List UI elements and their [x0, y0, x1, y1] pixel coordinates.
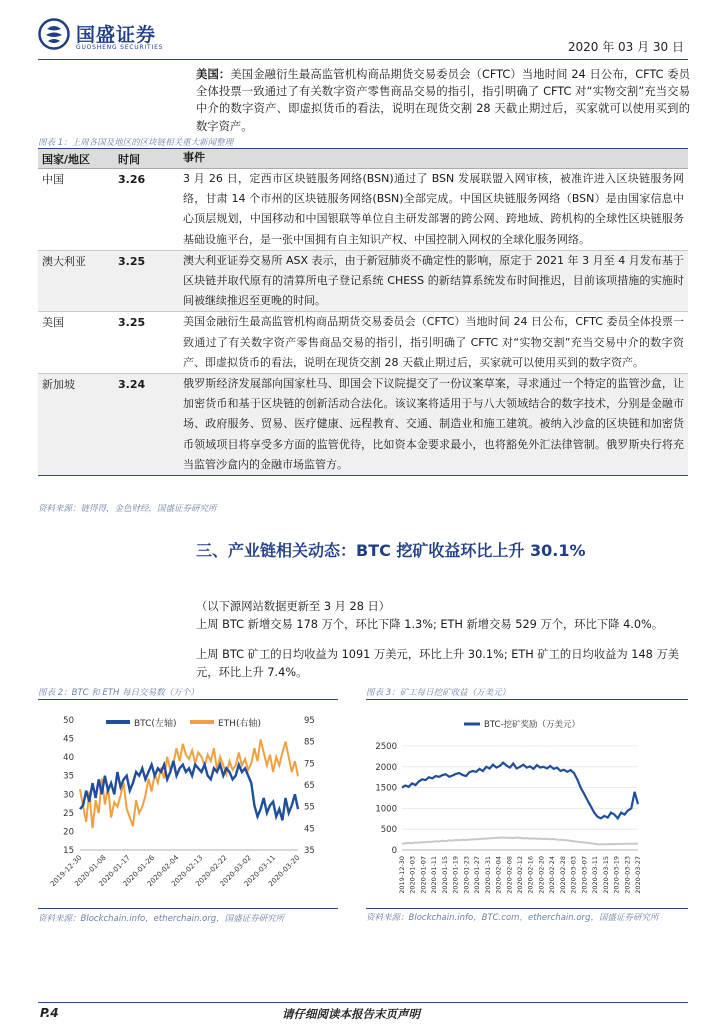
y-tick-label: 1500 — [375, 783, 397, 794]
x-tick-label: 2020-03-27 — [634, 856, 642, 894]
x-tick-label: 2020-03-03 — [569, 856, 578, 894]
row-time: 3.25 — [118, 316, 146, 330]
fig2-caption: 图表 2：BTC 和 ETH 每日交易数（万个） — [38, 686, 338, 700]
x-tick-label: 2020-02-12 — [516, 856, 524, 894]
y-left-tick-label: 25 — [63, 808, 74, 819]
header-country: 国家/地区 — [42, 152, 91, 166]
x-tick-label: 2020-03-11 — [591, 856, 600, 894]
table-row — [38, 251, 688, 313]
section-title: 三、产业链相关动态：BTC 挖矿收益环比上升 30.1% — [196, 541, 586, 560]
logo-text-en: GUOSHENG SECURITIES — [76, 44, 164, 51]
table-row — [38, 312, 688, 374]
y-tick-label: 500 — [380, 825, 397, 836]
y-left-tick-label: 50 — [63, 716, 74, 726]
table-row — [38, 374, 688, 475]
row-time: 3.26 — [118, 173, 146, 186]
x-tick-label: 2020-01-15 — [440, 856, 449, 894]
y-left-tick-label: 20 — [63, 827, 74, 838]
x-tick-label: 2020-01-11 — [430, 856, 439, 894]
table-source: 资料来源：链得得，金色财经，国盛证券研究所 — [38, 504, 217, 514]
x-tick-label: 2020-01-26 — [121, 853, 157, 889]
y-right-tick-label: 35 — [304, 846, 315, 856]
chart-btc-eth-transactions — [38, 702, 338, 906]
row-country: 美国 — [42, 316, 64, 330]
x-tick-label: 2020-02-08 — [505, 856, 514, 894]
y-right-tick-label: 95 — [304, 716, 315, 726]
legend-label-btc: BTC(左轴) — [134, 719, 177, 729]
x-tick-label: 2020-01-27 — [473, 856, 482, 894]
legend-label-eth: ETH(右轴) — [218, 719, 261, 729]
row-event: 俄罗斯经济发展部向国家杜马、即国会下议院提交了一份议案草案，寻求通过一个特定的监管沙盒，让加密货币和基于区块链的创新活动合法化。该议案将适用于与八大领域结合的数字技术，分别是金融市场、政府服务、贸易、医疗健康、远程教育、交通、制造业和施工建筑。被纳入沙盒的区块链和加密货币领域项目将享受多方面的监管优待，比如资本金要求最小，也将豁免外汇法律管制。俄罗斯央行将充当监管沙盒内的金融市场监管方。 — [183, 377, 684, 471]
x-tick-label: 2020-03-07 — [580, 856, 589, 894]
row-event: 美国金融衍生最高监管机构商品期货交易委员会（CFTC）当地时间 24 日公布，CFTC 委员全体投票一致通过了有关数字资产零售商品交易的指引，指引明确了 CFTC 对“实物交割”充当交易中介的数字资产、即虚拟货币的看法，说明在现货交割 28 天截止期过后，买家就可以使用买到的数字资产。 — [183, 315, 684, 369]
y-right-tick-label: 55 — [304, 802, 315, 813]
x-tick-label: 2020-01-07 — [419, 856, 428, 894]
x-tick-label: 2020-01-08 — [73, 853, 108, 889]
series-line-btc-reward — [402, 763, 638, 819]
table-header-row — [38, 149, 688, 169]
y-tick-label: 2500 — [375, 742, 397, 752]
y-tick-label: 2000 — [375, 762, 397, 773]
x-tick-label: 2020-03-15 — [601, 856, 610, 894]
x-tick-label: 2020-01-19 — [451, 856, 460, 894]
x-tick-label: 2020-02-22 — [194, 853, 229, 889]
x-tick-label: 2020-02-16 — [526, 856, 535, 894]
x-tick-label: 2020-02-20 — [537, 856, 546, 894]
row-country: 新加坡 — [42, 378, 75, 392]
table-row — [38, 169, 688, 251]
x-tick-label: 2020-03-19 — [612, 856, 621, 894]
x-tick-label: 2020-03-20 — [266, 853, 302, 889]
x-tick-label: 2020-03-23 — [623, 856, 632, 894]
intro-paragraph — [196, 66, 690, 135]
x-tick-label: 2020-03-11 — [242, 853, 278, 889]
y-right-tick-label: 45 — [304, 824, 315, 835]
x-tick-label: 2020-01-23 — [462, 856, 471, 894]
row-time: 3.24 — [118, 378, 146, 392]
row-time: 3.25 — [118, 254, 146, 268]
y-right-tick-label: 85 — [304, 737, 315, 748]
data-note: （以下源网站数据更新至 3 月 28 日） — [196, 600, 391, 613]
x-tick-label: 2020-02-04 — [145, 853, 181, 889]
row-country: 澳大利亚 — [42, 254, 86, 268]
x-tick-label: 2020-02-13 — [170, 853, 205, 889]
y-left-tick-label: 15 — [63, 846, 74, 856]
table-caption: 图表 1：上周各国及地区的区块链相关重大新闻整理 — [38, 138, 234, 148]
chart-mining-revenue — [366, 702, 688, 906]
y-left-tick-label: 45 — [63, 734, 74, 745]
company-logo — [38, 18, 238, 52]
fig3-source: 资料来源：Blockchain.info，BTC.com，etherchain.org，国盛证券研究所 — [366, 913, 659, 923]
legend-label-btc: BTC-挖矿奖励（万美元） — [484, 720, 581, 730]
y-left-tick-label: 35 — [63, 771, 74, 782]
y-right-tick-label: 65 — [304, 781, 315, 791]
header-event: 事件 — [183, 151, 205, 165]
header-time: 时间 — [118, 152, 140, 166]
logo-icon — [38, 18, 70, 50]
x-tick-label: 2020-02-28 — [558, 856, 567, 894]
logo-text-cn: 国盛证券 — [76, 24, 157, 46]
page-number: P.4 — [40, 1006, 59, 1020]
series-line-eth — [80, 740, 298, 829]
row-event: 3 月 26 日，定西市区块链服务网络(BSN)通过了 BSN 发展联盟入网审核，被准许进入区块链服务网络，甘肃 14 个市州的区块链服务网络(BSN)全部完成。中国区块链服务网络（BSN）是由国家信息中心顶层规划，中国移动和中国银联等单位自主研发部署的跨公网、跨地域、跨机构的全球性区块链服务基础设施平台，是一张中国拥有自主知识产权、中国控制入网权的全球化服务网络。 — [183, 172, 684, 246]
y-right-tick-label: 75 — [304, 759, 315, 770]
intro-lead: 美国： — [196, 68, 231, 81]
paragraph-mining-revenue: 上周 BTC 矿工的日均收益为 1091 万美元，环比上升 30.1%; ETH 矿工的日均收益为 148 万美元，环比上升 7.4%。 — [196, 648, 680, 679]
x-tick-label: 2019-12-30 — [398, 856, 406, 894]
x-tick-label: 2020-01-17 — [97, 853, 132, 889]
intro-text: 美国金融衍生最高监管机构商品期货交易委员会（CFTC）当地时间 24 日公布，CFTC 委员全体投票一致通过了有关数字资产零售商品交易的指引，指引明确了 CFTC 对“实物交割”充当交易中介的数字资产、即虚拟货币的看法，说明在现货交割 28 天截止期过后，买家就可以使用买到的数字资产。 — [196, 68, 690, 133]
series-line-eth-reward — [402, 838, 638, 845]
x-tick-label: 2020-01-31 — [483, 856, 492, 894]
fig2-source: 资料来源：Blockchain.info，etherchain.org，国盛证券研究所 — [38, 914, 285, 924]
fig3-caption: 图表 3：矿工每日挖矿收益（万美元） — [366, 686, 688, 700]
y-tick-label: 0 — [391, 846, 397, 856]
x-tick-label: 2019-12-30 — [48, 853, 84, 889]
news-table — [38, 148, 688, 476]
y-left-tick-label: 30 — [63, 790, 74, 801]
report-date: 2020 年 03 月 30 日 — [567, 40, 684, 54]
x-tick-label: 2020-02-24 — [548, 856, 557, 894]
x-tick-label: 2020-02-04 — [494, 856, 503, 894]
row-event: 澳大利亚证券交易所 ASX 表示，由于新冠肺炎不确定性的影响，原定于 2021 年 3 月至 4 月发布基于区块链并取代原有的清算所电子登记系统 CHESS 的新结算系统发布时间推迟，目前该项措施的实施时间被继续推迟至更晚的时间。 — [183, 253, 684, 308]
x-tick-label: 2020-03-02 — [218, 853, 253, 889]
footer-disclaimer: 请仔细阅读本报告末页声明 — [282, 1007, 420, 1021]
x-tick-label: 2020-01-03 — [408, 856, 417, 894]
y-left-tick-label: 40 — [63, 753, 74, 764]
row-country: 中国 — [42, 173, 64, 186]
paragraph-transactions: 上周 BTC 新增交易 178 万个，环比下降 1.3%; ETH 新增交易 529 万个，环比下降 4.0%。 — [196, 618, 664, 631]
page-header — [38, 16, 688, 60]
y-tick-label: 1000 — [375, 804, 397, 815]
